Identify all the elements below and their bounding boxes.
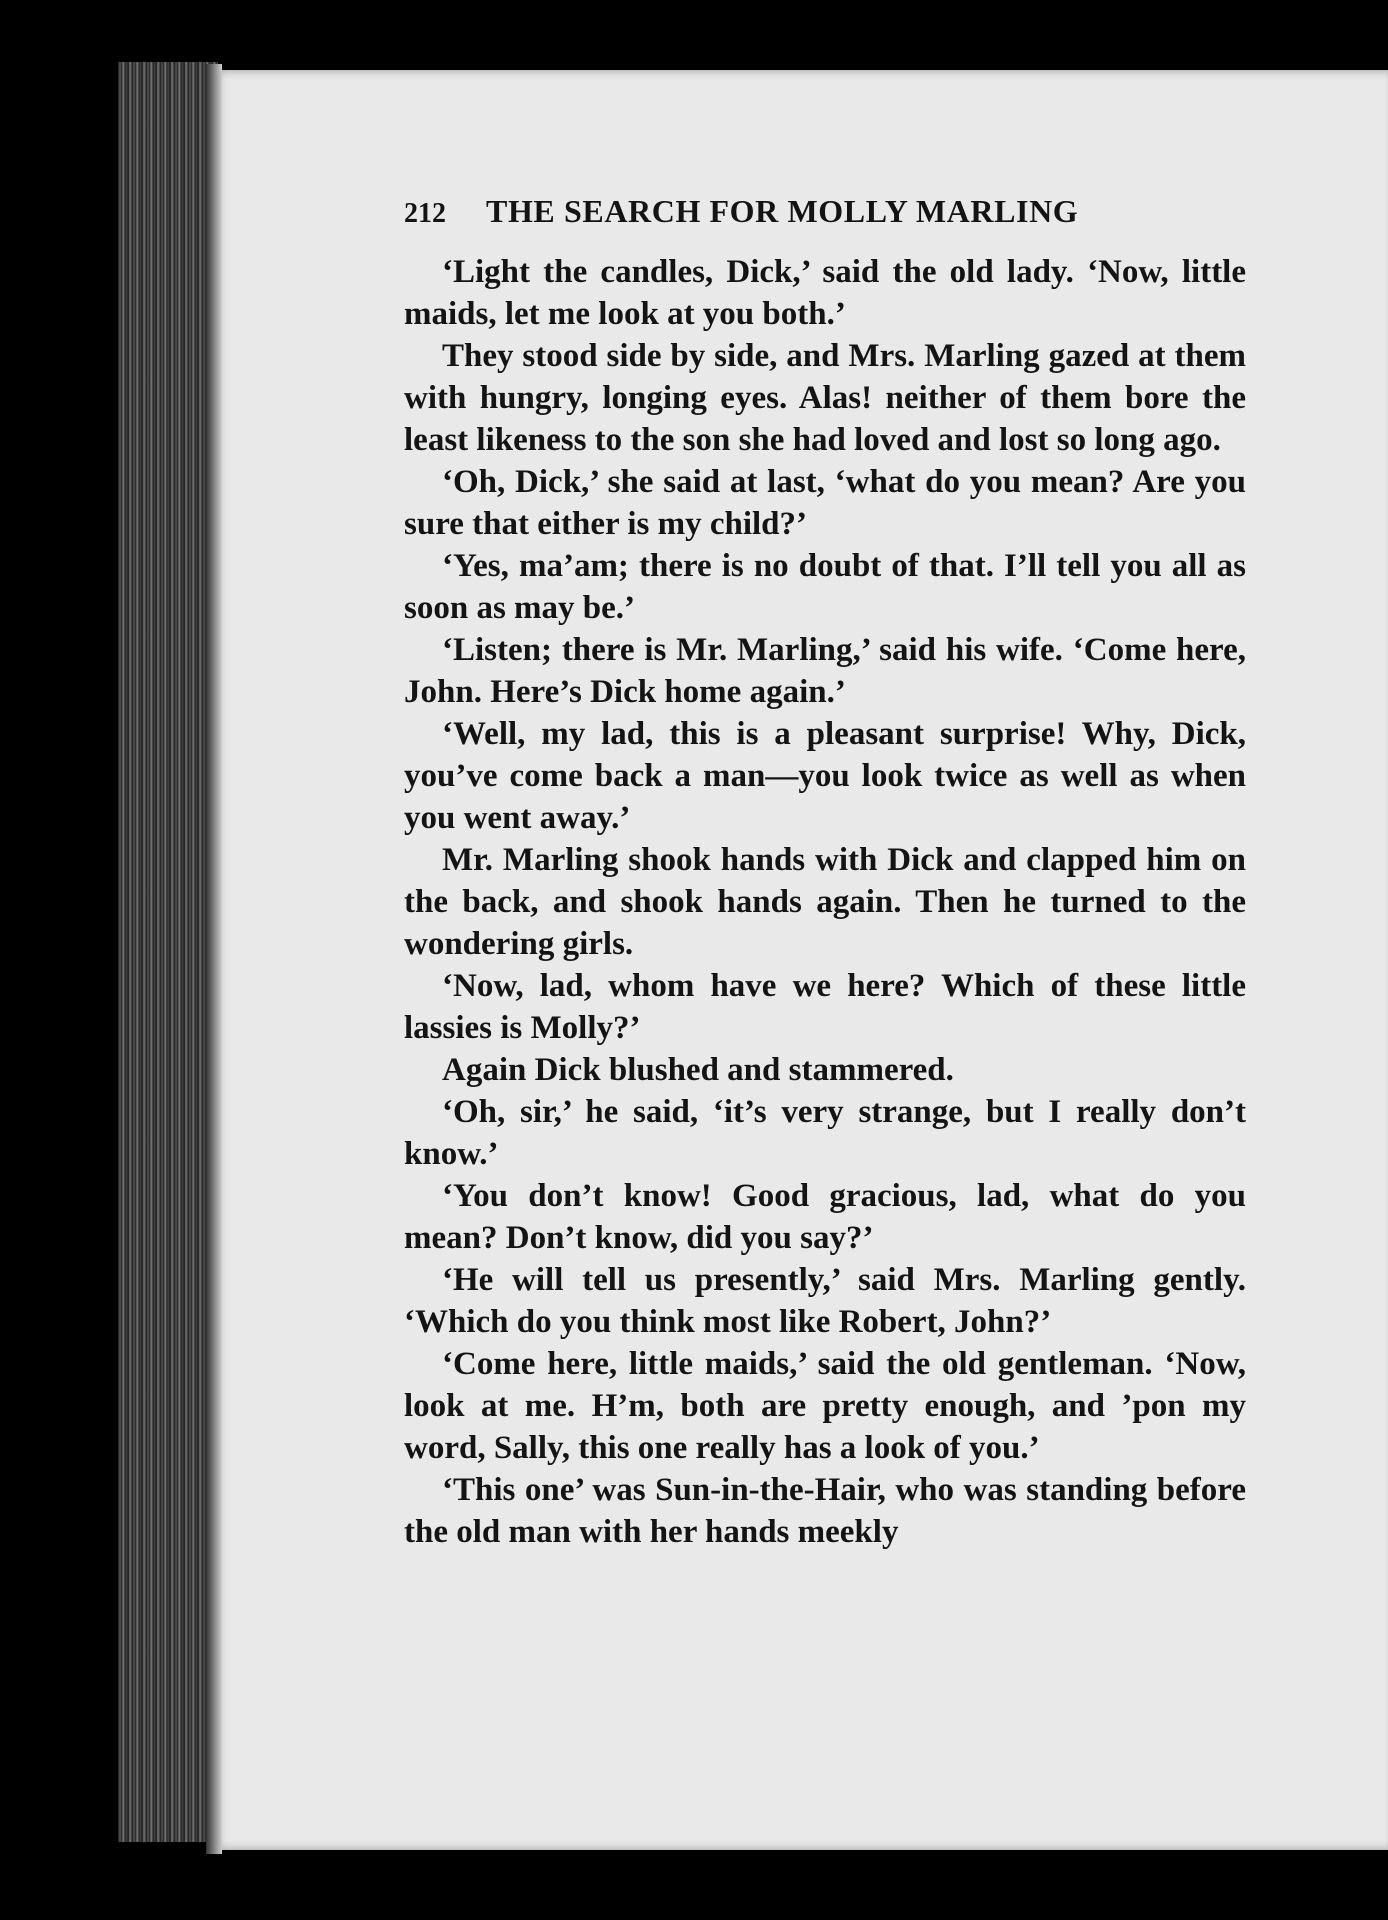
paragraph: ‘Oh, Dick,’ she said at last, ‘what do you mean? Are you sure that either is my child?’: [404, 464, 1246, 542]
paragraph: ‘Listen; there is Mr. Marling,’ said his wife. ‘Come here, John. Here’s Dick home again.’: [404, 632, 1246, 710]
paragraph: ‘Yes, ma’am; there is no doubt of that. I’ll tell you all as soon as may be.’: [404, 548, 1246, 626]
gutter-shadow: [206, 64, 222, 1854]
running-head: [404, 190, 1246, 235]
page-edges: [118, 62, 218, 1842]
paragraph: ‘Well, my lad, this is a pleasant surprise! Why, Dick, you’ve come back a man—you look twice as well as when you went away.’: [404, 716, 1246, 836]
paragraph: ‘This one’ was Sun-in-the-Hair, who was standing before the old man with her hands meekly: [404, 1472, 1246, 1550]
paragraph: ‘Now, lad, whom have we here? Which of these little lassies is Molly?’: [404, 968, 1246, 1046]
book-title: THE SEARCH FOR MOLLY MARLING: [486, 193, 1079, 229]
paragraph: ‘You don’t know! Good gracious, lad, what do you mean? Don’t know, did you say?’: [404, 1178, 1246, 1256]
page-content: [404, 190, 1246, 1553]
page-number: 212: [404, 198, 446, 229]
paragraph: ‘Oh, sir,’ he said, ‘it’s very strange, but I really don’t know.’: [404, 1094, 1246, 1172]
paragraph: ‘Light the candles, Dick,’ said the old lady. ‘Now, little maids, let me look at you both.’: [404, 254, 1246, 332]
paragraph: Mr. Marling shook hands with Dick and clapped him on the back, and shook hands again. Then he turned to the wondering girls.: [404, 842, 1246, 962]
paragraph: They stood side by side, and Mrs. Marling gazed at them with hungry, longing eyes. Alas! neither of them bore the least likeness to the son she had loved and lost so long ago.: [404, 338, 1246, 458]
paragraph: ‘Come here, little maids,’ said the old gentleman. ‘Now, look at me. H’m, both are pretty enough, and ’pon my word, Sally, this one really has a look of you.’: [404, 1346, 1246, 1466]
paragraph: ‘He will tell us presently,’ said Mrs. Marling gently. ‘Which do you think most like Robert, John?’: [404, 1262, 1246, 1340]
paragraph: Again Dick blushed and stammered.: [442, 1052, 954, 1088]
